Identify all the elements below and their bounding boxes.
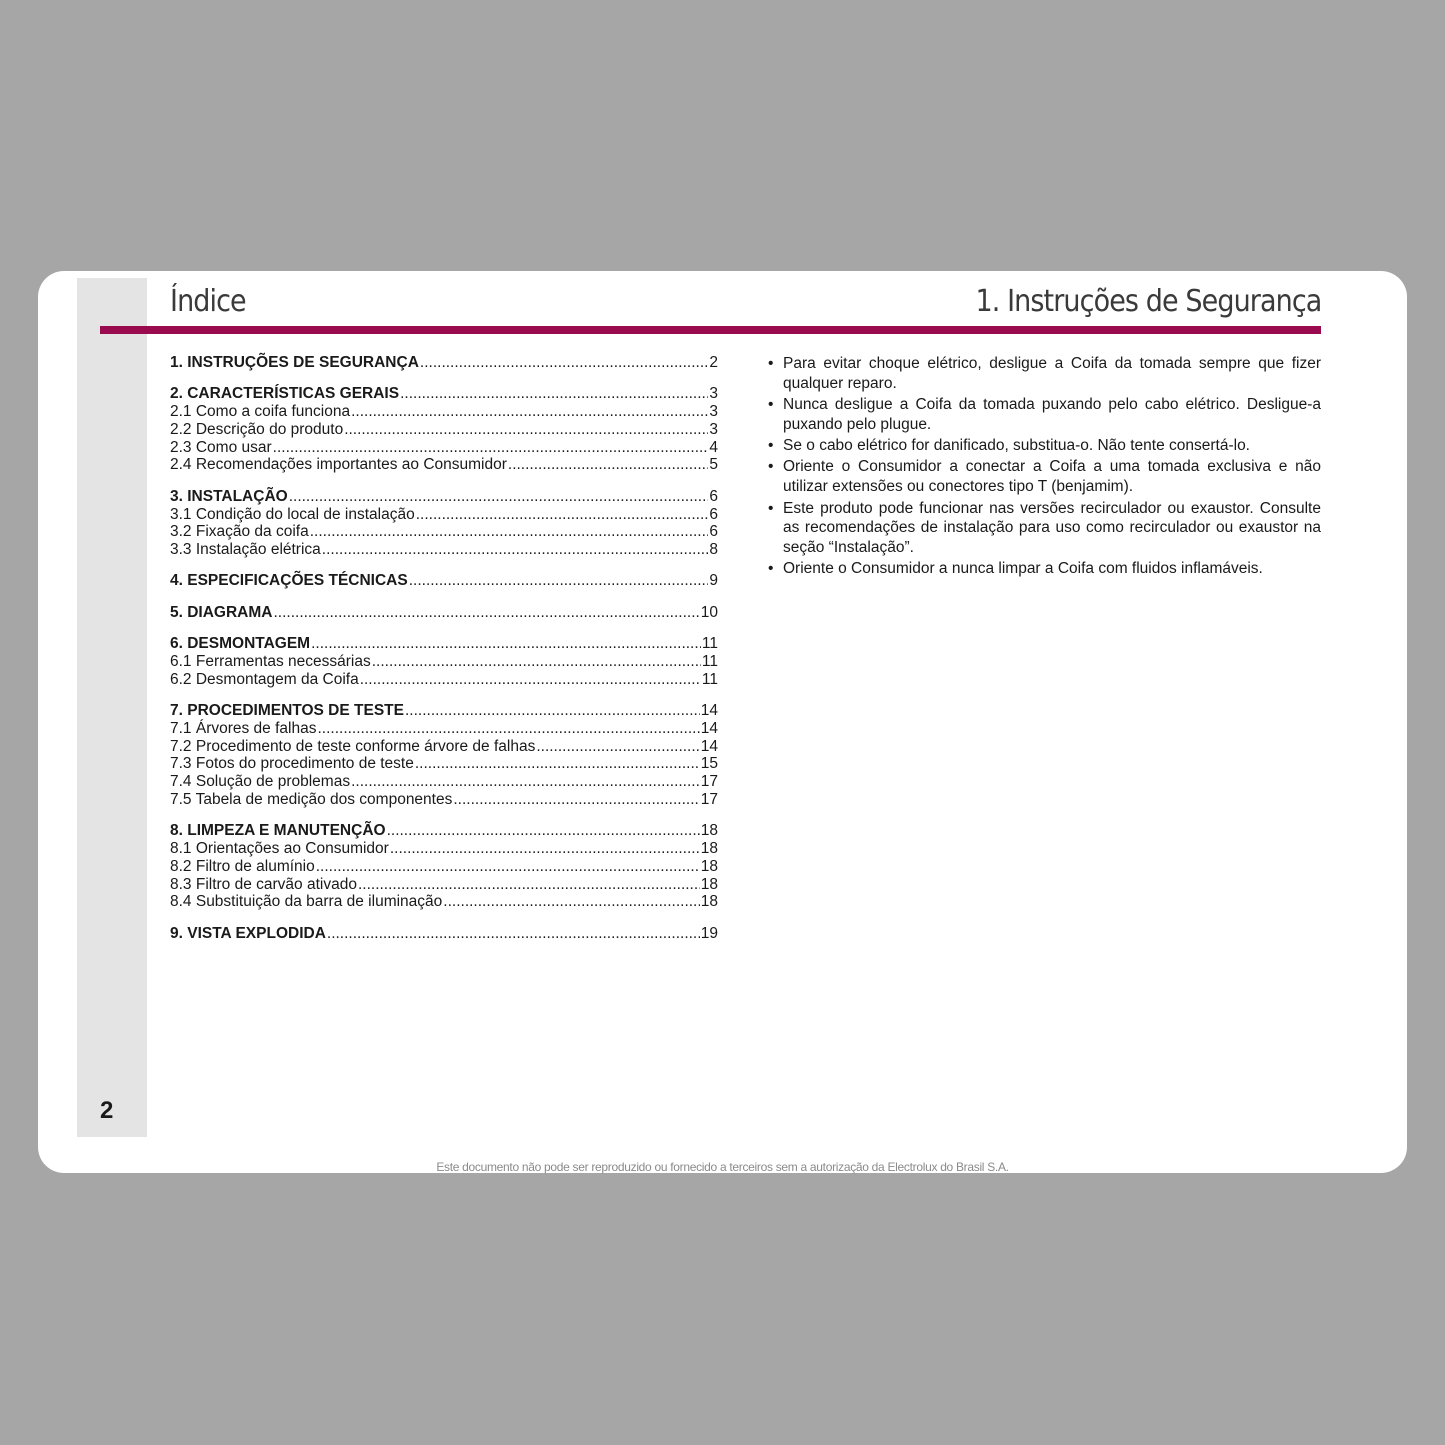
toc-group [170,385,718,474]
toc-entry-page: 2 [709,354,718,371]
toc-entry-page: 6 [709,487,718,505]
toc-entry-label: 7.1 Árvores de falhas [170,719,317,737]
toc-group [170,572,718,590]
bullet-icon: • [768,396,774,414]
toc-subsection-entry[interactable] [170,541,718,559]
safety-instruction-text: Este produto pode funcionar nas versões recirculador ou exaustor. Consulte as recomendações de instalação para uso como recirculador ou exaustor na seção “Instalação”. [783,499,1321,557]
bullet-icon: • [768,437,774,455]
toc-section-entry[interactable] [170,488,718,506]
toc-subsection-entry[interactable] [170,653,718,671]
dot-leader [273,439,709,457]
dot-leader [311,635,701,653]
toc-subsection-entry[interactable] [170,506,718,524]
toc-subsection-entry[interactable] [170,791,718,809]
toc-entry-label: 7.5 Tabela de medição dos componentes [170,790,453,808]
toc-entry-label: 2.4 Recomendações importantes ao Consumidor [170,456,507,474]
dot-leader [508,456,708,474]
toc-subsection-entry[interactable] [170,755,718,773]
toc-entry-label: 6.1 Ferramentas necessárias [170,652,371,670]
toc-group [170,822,718,911]
toc-entry-page: 18 [700,822,718,840]
safety-instruction-item [768,457,1321,497]
toc-subsection-entry[interactable] [170,523,718,541]
toc-subsection-entry[interactable] [170,403,718,421]
toc-entry-label: 3.1 Condição do local de instalação [170,505,415,523]
toc-subsection-entry[interactable] [170,456,718,474]
toc-entry-page: 14 [700,719,718,737]
toc-section-entry[interactable] [170,702,718,720]
toc-entry-page: 11 [701,652,718,670]
toc-group [170,702,718,809]
dot-leader [289,488,709,506]
toc-entry-label: 3. INSTALAÇÃO [170,487,288,505]
toc-section-entry[interactable] [170,925,718,943]
toc-entry-label: 3.2 Fixação da coifa [170,523,309,541]
toc-group [170,354,718,372]
toc-entry-page: 18 [700,840,718,858]
toc-entry-label: 8.4 Substituição da barra de iluminação [170,893,443,911]
dot-leader [453,791,699,809]
toc-section-entry[interactable] [170,385,718,403]
page-number: 2 [100,1097,114,1124]
toc-group [170,925,718,943]
toc-entry-page: 6 [709,505,718,523]
toc-entry-page: 19 [700,924,718,942]
dot-leader [372,653,701,671]
bullet-icon: • [768,499,774,517]
dot-leader [400,385,708,403]
safety-instruction-text: Para evitar choque elétrico, desligue a Coifa da tomada sempre que fizer qualquer reparo. [783,355,1321,392]
toc-entry-page: 18 [700,857,718,875]
dot-leader [420,354,708,372]
toc-group [170,635,718,688]
toc-entry-label: 2.3 Como usar [170,438,272,456]
dot-leader [310,523,709,541]
toc-entry-label: 7.3 Fotos do procedimento de teste [170,755,414,773]
toc-entry-page: 3 [709,403,718,421]
dot-leader [344,421,708,439]
dot-leader [415,755,700,773]
safety-instruction-item [768,499,1321,558]
page-sidebar [77,278,147,1137]
toc-subsection-entry[interactable] [170,858,718,876]
table-of-contents [170,354,718,956]
toc-entry-page: 5 [709,456,718,474]
toc-entry-page: 17 [700,790,718,808]
safety-instruction-text: Oriente o Consumidor a nunca limpar a Coifa com fluidos inflamáveis. [783,560,1263,578]
toc-entry-page: 17 [700,773,718,791]
toc-entry-label: 8. LIMPEZA E MANUTENÇÃO [170,822,386,840]
toc-subsection-entry[interactable] [170,773,718,791]
dot-leader [327,925,700,943]
bullet-icon: • [768,355,774,372]
toc-subsection-entry[interactable] [170,720,718,738]
safety-instruction-text: Nunca desligue a Coifa da tomada puxando pelo cabo elétrico. Desligue-a puxando pelo plugue. [783,396,1321,433]
bullet-icon: • [768,458,774,476]
section-title: 1. Instruções de Segurança [975,284,1321,319]
toc-entry-page: 11 [701,635,718,653]
toc-section-entry[interactable] [170,604,718,622]
toc-entry-label: 6.2 Desmontagem da Coifa [170,670,359,688]
dot-leader [409,572,709,590]
toc-entry-page: 14 [700,737,718,755]
toc-section-entry[interactable] [170,635,718,653]
dot-leader [351,773,700,791]
safety-instructions-list [768,354,1321,581]
toc-entry-page: 6 [709,523,718,541]
safety-instruction-item [768,395,1321,435]
dot-leader [351,403,708,421]
toc-entry-label: 7. PROCEDIMENTOS DE TESTE [170,701,404,719]
toc-entry-label: 5. DIAGRAMA [170,603,273,621]
toc-entry-label: 2.1 Como a coifa funciona [170,403,351,421]
toc-entry-label: 8.3 Filtro de carvão ativado [170,875,357,893]
toc-entry-label: 1. INSTRUÇÕES DE SEGURANÇA [170,354,419,371]
toc-entry-page: 14 [700,701,718,719]
dot-leader [317,720,699,738]
toc-subsection-entry[interactable] [170,738,718,756]
dot-leader [416,506,709,524]
toc-entry-page: 10 [700,603,718,621]
toc-entry-page: 15 [700,755,718,773]
title-divider [100,326,1321,334]
toc-entry-label: 7.2 Procedimento de teste conforme árvore de falhas [170,737,536,755]
safety-instruction-text: Oriente o Consumidor a conectar a Coifa a uma tomada exclusiva e não utilizar extensões ou conectores tipo T (benjamim). [783,458,1321,496]
toc-entry-page: 11 [701,670,718,688]
toc-entry-page: 8 [709,541,718,559]
toc-entry-label: 3.3 Instalação elétrica [170,541,321,559]
safety-instruction-item [768,354,1321,394]
toc-entry-page: 18 [700,893,718,911]
toc-entry-label: 9. VISTA EXPLODIDA [170,924,326,942]
dot-leader [536,738,699,756]
toc-group [170,604,718,622]
toc-subsection-entry[interactable] [170,840,718,858]
toc-entry-page: 9 [709,572,718,590]
dot-leader [360,671,701,689]
toc-entry-label: 8.2 Filtro de alumínio [170,857,315,875]
toc-subsection-entry[interactable] [170,876,718,894]
safety-instruction-item [768,436,1321,456]
dot-leader [390,840,700,858]
toc-entry-page: 3 [709,385,718,403]
dot-leader [273,604,699,622]
toc-section-entry[interactable] [170,822,718,840]
toc-entry-page: 4 [709,438,718,456]
dot-leader [387,822,700,840]
dot-leader [405,702,700,720]
toc-entry-label: 2. CARACTERÍSTICAS GERAIS [170,385,400,403]
toc-entry-label: 6. DESMONTAGEM [170,635,311,653]
bullet-icon: • [768,560,774,578]
toc-subsection-entry[interactable] [170,439,718,457]
toc-entry-label: 8.1 Orientações ao Consumidor [170,840,389,858]
toc-entry-label: 2.2 Descrição do produto [170,420,344,438]
toc-entry-label: 4. ESPECIFICAÇÕES TÉCNICAS [170,572,408,590]
dot-leader [443,893,699,911]
dot-leader [316,858,700,876]
toc-group [170,488,718,559]
toc-entry-page: 18 [700,875,718,893]
dot-leader [358,876,700,894]
index-title: Índice [170,284,246,319]
copyright-footer: Este documento não pode ser reproduzido ou fornecido a terceiros sem a autorização da Electrolux do Brasil S.A. [436,1160,1009,1174]
toc-subsection-entry[interactable] [170,671,718,689]
dot-leader [322,541,709,559]
toc-entry-label: 7.4 Solução de problemas [170,773,351,791]
toc-section-entry[interactable] [170,354,718,372]
toc-section-entry[interactable] [170,572,718,590]
safety-instruction-item [768,559,1321,579]
safety-instruction-text: Se o cabo elétrico for danificado, substitua-o. Não tente consertá-lo. [783,437,1250,455]
toc-subsection-entry[interactable] [170,893,718,911]
toc-subsection-entry[interactable] [170,421,718,439]
toc-entry-page: 3 [709,420,718,438]
